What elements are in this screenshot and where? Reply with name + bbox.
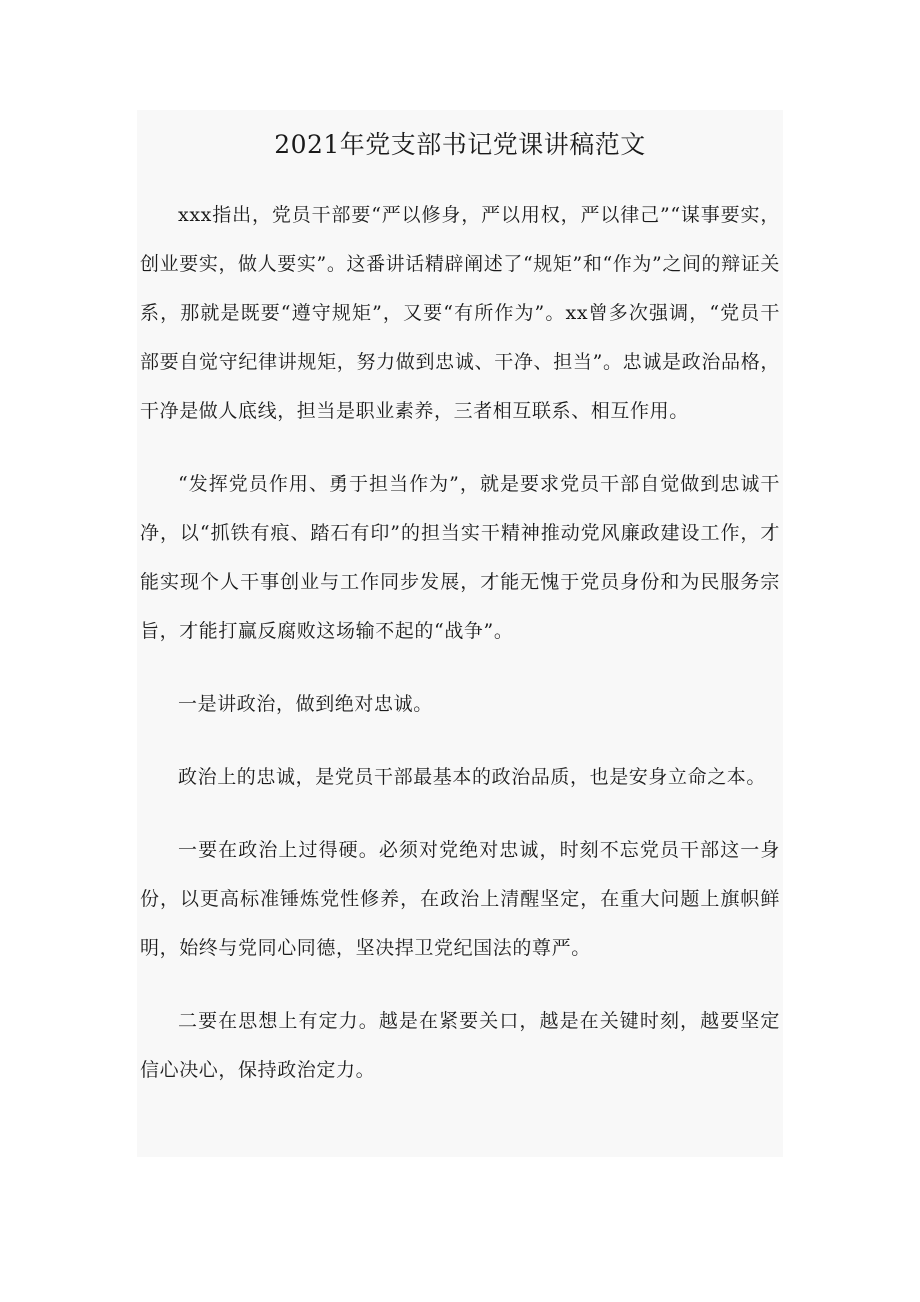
document-page xyxy=(137,110,783,1157)
paragraph: 一要在政治上过得硬。必须对党绝对忠诚，时刻不忘党员干部这一身份，以更高标准锤炼党性修养，在政治上清醒坚定，在重大问题上旗帜鲜明，始终与党同心同德，坚决捍卫党纪国法的尊严。 xyxy=(140,839,780,959)
paragraph: xxx指出，党员干部要“严以修身，严以用权，严以律己”“谋事要实，创业要实，做人要实”。这番讲话精辟阐述了“规矩”和“作为”之间的辩证关系，那就是既要“遵守规矩”，又要“有所作为”。xx曾多次强调，“党员干部要自觉守纪律讲规矩，努力做到忠诚、干净、担当”。忠诚是政治品格，干净是做人底线，担当是职业素养，三者相互联系、相互作用。 xyxy=(140,204,780,422)
document-title: 2021年党支部书记党课讲稿范文 xyxy=(274,130,646,159)
paragraph: 二要在思想上有定力。越是在紧要关口，越是在关键时刻，越要坚定信心决心，保持政治定力。 xyxy=(140,1010,780,1081)
paragraph: “发挥党员作用、勇于担当作为”，就是要求党员干部自觉做到忠诚干净，以“抓铁有痕、踏石有印”的担当实干精神推动党风廉政建设工作，才能实现个人干事创业与工作同步发展，才能无愧于党员身份和为民服务宗旨，才能打赢反腐败这场输不起的“战争”。 xyxy=(140,473,780,642)
document-body xyxy=(140,191,780,1095)
paragraph: 政治上的忠诚，是党员干部最基本的政治品质，也是安身立命之本。 xyxy=(178,766,767,788)
paragraph: 一是讲政治，做到绝对忠诚。 xyxy=(178,693,433,715)
